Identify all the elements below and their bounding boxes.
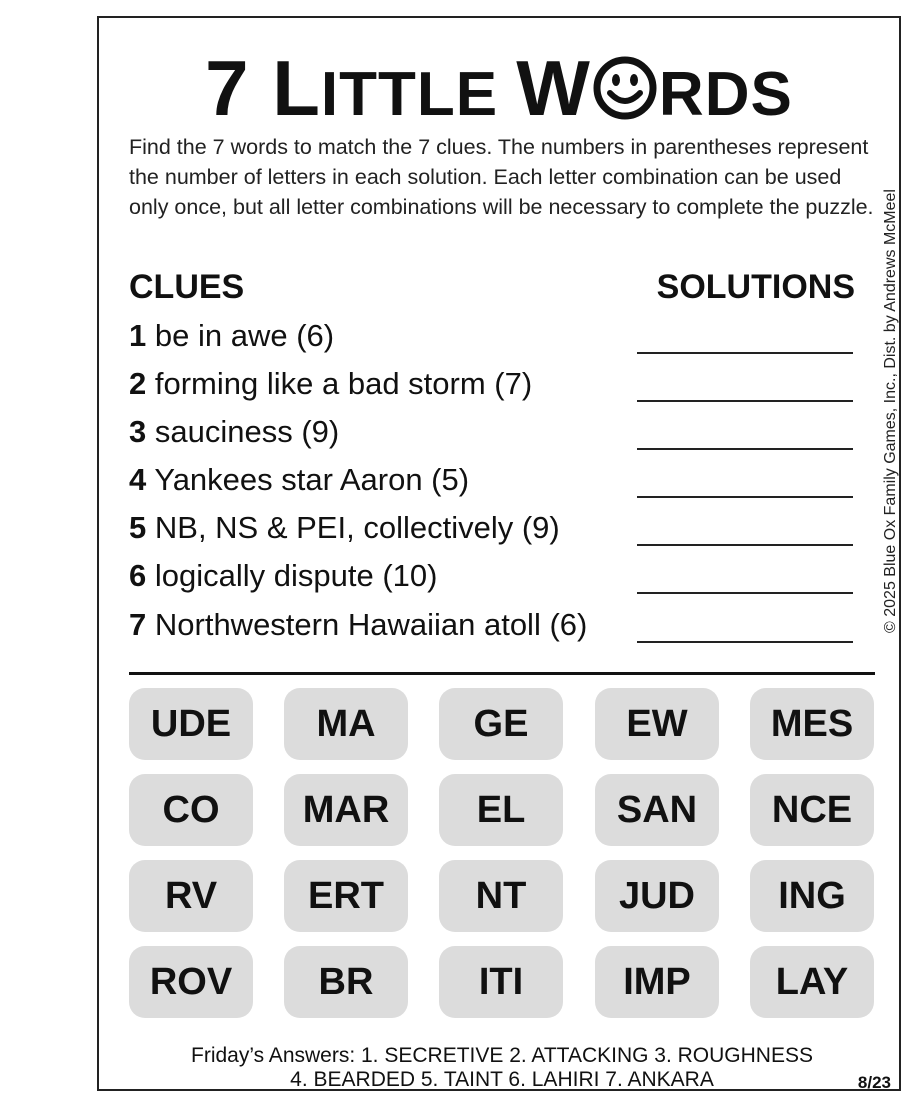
solution-blank-1[interactable]: [637, 352, 853, 354]
letter-tile[interactable]: ERT: [284, 860, 408, 932]
clue-number: 6: [129, 558, 147, 593]
letter-tile[interactable]: SAN: [595, 774, 719, 846]
solution-blank-7[interactable]: [637, 641, 853, 643]
clue-2: [129, 366, 532, 402]
letter-tile[interactable]: MES: [750, 688, 874, 760]
solution-blank-5[interactable]: [637, 544, 853, 546]
clue-1: [129, 318, 334, 354]
letter-tile[interactable]: LAY: [750, 946, 874, 1018]
previous-answers: [129, 1044, 875, 1092]
clue-5: [129, 510, 560, 546]
solution-blank-3[interactable]: [637, 448, 853, 450]
clue-number: 2: [129, 366, 147, 401]
letter-tile[interactable]: BR: [284, 946, 408, 1018]
clue-text: forming like a bad storm (7): [154, 366, 533, 401]
letter-tile[interactable]: ITI: [439, 946, 563, 1018]
copyright-credit: [879, 138, 903, 683]
copyright-text: © 2025 Blue Ox Family Games, Inc., Dist. by Andrews McMeel: [882, 188, 899, 633]
letter-tile[interactable]: ING: [750, 860, 874, 932]
instructions: Find the 7 words to match the 7 clues. The numbers in parentheses represent the number of letters in each solution. Each letter combination can be used only once, but all letter combinations will be necessary to complete the puzzle.: [129, 135, 874, 219]
letter-tile[interactable]: CO: [129, 774, 253, 846]
letter-tile[interactable]: ROV: [129, 946, 253, 1018]
solutions-heading: SOLUTIONS: [656, 268, 855, 306]
letter-tile[interactable]: MAR: [284, 774, 408, 846]
letter-tile[interactable]: GE: [439, 688, 563, 760]
title-part-1-small: ITTLE: [320, 60, 517, 129]
previous-answers-line-2: 4. BEARDED 5. TAINT 6. LAHIRI 7. ANKARA: [290, 1068, 714, 1091]
title-part-1-big: 7 L: [205, 44, 321, 132]
clue-number: 4: [129, 462, 147, 497]
letter-tile[interactable]: NT: [439, 860, 563, 932]
section-divider: [129, 672, 875, 675]
puzzle-date: 8/23: [857, 1073, 891, 1092]
clue-4: [129, 462, 469, 498]
solution-blank-2[interactable]: [637, 400, 853, 402]
clue-3: [129, 414, 339, 450]
solution-blank-4[interactable]: [637, 496, 853, 498]
letter-tile[interactable]: MA: [284, 688, 408, 760]
clue-number: 1: [129, 318, 147, 353]
letter-tile[interactable]: NCE: [750, 774, 874, 846]
clue-text: NB, NS & PEI, collectively (9): [154, 510, 560, 545]
puzzle-frame: [97, 16, 901, 1091]
title-part-2-small: RDS: [658, 60, 793, 129]
clue-7: [129, 607, 587, 643]
previous-answers-line-1: Friday’s Answers: 1. SECRETIVE 2. ATTACKING 3. ROUGHNESS: [191, 1044, 813, 1067]
letter-tile[interactable]: EL: [439, 774, 563, 846]
clue-text: sauciness (9): [154, 414, 340, 449]
clue-text: be in awe (6): [154, 318, 335, 353]
smiley-face-icon: [592, 55, 658, 121]
letter-tile[interactable]: UDE: [129, 688, 253, 760]
clue-6: [129, 558, 437, 594]
letter-tile[interactable]: IMP: [595, 946, 719, 1018]
clue-number: 3: [129, 414, 147, 449]
clue-text: logically dispute (10): [154, 558, 438, 593]
title-part-2-big: W: [516, 44, 591, 132]
puzzle-title: [99, 44, 899, 135]
letter-tile[interactable]: EW: [595, 688, 719, 760]
solution-blank-6[interactable]: [637, 592, 853, 594]
clue-text: Northwestern Hawaiian atoll (6): [154, 607, 588, 642]
clues-heading: CLUES: [129, 268, 245, 306]
clue-text: Yankees star Aaron (5): [154, 462, 470, 497]
clue-number: 5: [129, 510, 147, 545]
letter-tile[interactable]: JUD: [595, 860, 719, 932]
letter-tile[interactable]: RV: [129, 860, 253, 932]
clue-number: 7: [129, 607, 147, 642]
